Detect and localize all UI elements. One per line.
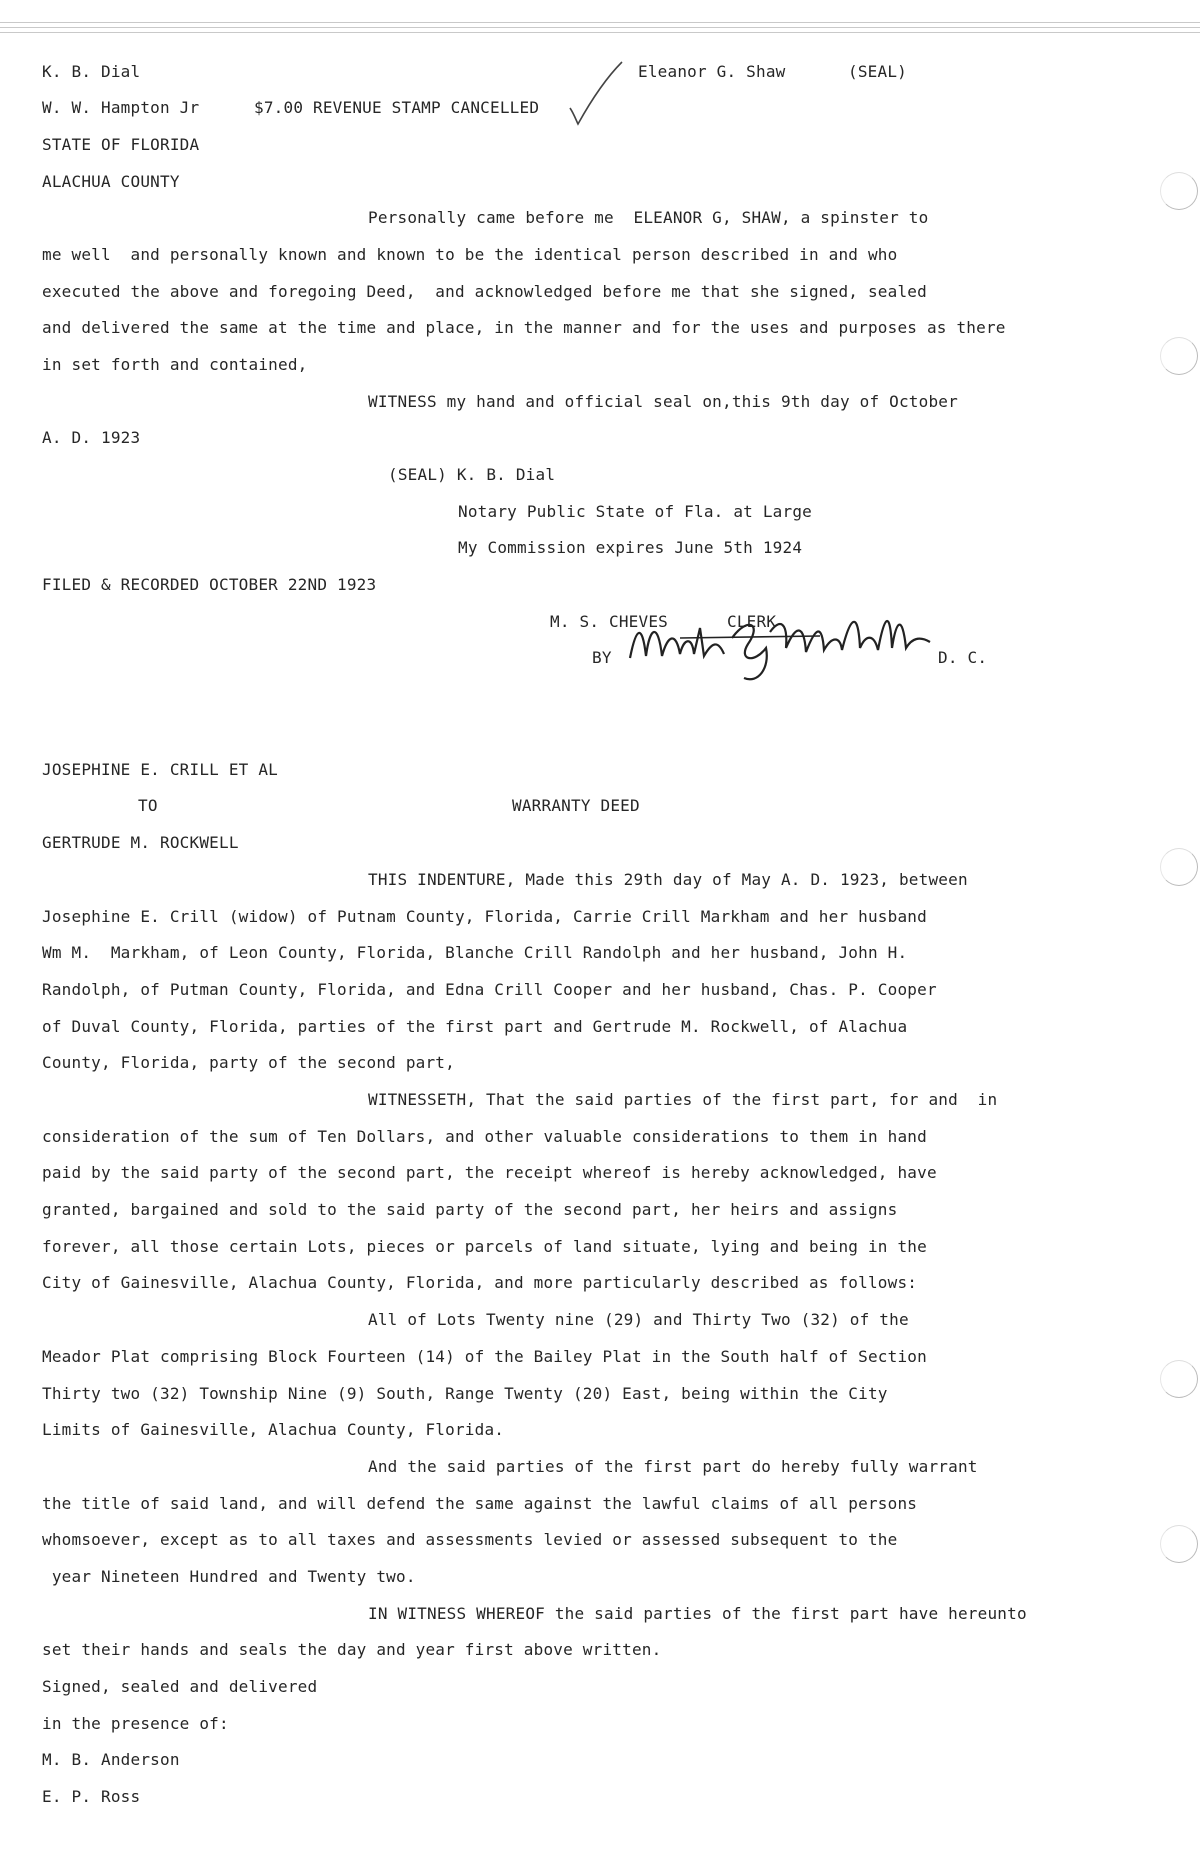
deed-line-17: And the said parties of the first part do hereby fully warrant bbox=[368, 1457, 978, 1476]
ack-line-6: WITNESS my hand and official seal on,this 9th day of October bbox=[368, 392, 958, 411]
deed-line-10: granted, bargained and sold to the said party of the second part, her heirs and assigns bbox=[42, 1200, 898, 1219]
witness-hampton: W. W. Hampton Jr bbox=[42, 98, 200, 117]
deed-line-6: County, Florida, party of the second part, bbox=[42, 1053, 455, 1072]
deed-title: WARRANTY DEED bbox=[512, 796, 640, 815]
punch-hole-1 bbox=[1160, 172, 1198, 210]
by-label: BY bbox=[592, 648, 612, 667]
deed-line-14: Meador Plat comprising Block Fourteen (14) of the Bailey Plat in the South half of Section bbox=[42, 1347, 927, 1366]
ack-line-5: in set forth and contained, bbox=[42, 355, 308, 374]
notary-seal-line: (SEAL) K. B. Dial bbox=[388, 465, 556, 484]
deed-line-16: Limits of Gainesville, Alachua County, Florida. bbox=[42, 1420, 505, 1439]
notary-title: Notary Public State of Fla. at Large bbox=[458, 502, 812, 521]
top-ruled-edge bbox=[0, 22, 1200, 44]
witness-kb-dial: K. B. Dial bbox=[42, 62, 141, 81]
ack-line-4: and delivered the same at the time and place, in the manner and for the uses and purposes as there bbox=[42, 318, 1006, 337]
deed-line-5: of Duval County, Florida, parties of the first part and Gertrude M. Rockwell, of Alachua bbox=[42, 1017, 908, 1036]
deed-line-13: All of Lots Twenty nine (29) and Thirty Two (32) of the bbox=[368, 1310, 909, 1329]
clerk-name: M. S. CHEVES CLERK bbox=[550, 612, 777, 631]
deed-line-1: THIS INDENTURE, Made this 29th day of May A. D. 1923, between bbox=[368, 870, 968, 889]
deed-line-19: whomsoever, except as to all taxes and assessments levied or assessed subsequent to the bbox=[42, 1530, 898, 1549]
handwritten-signature bbox=[620, 598, 940, 688]
deed-line-25: M. B. Anderson bbox=[42, 1750, 180, 1769]
deed-line-3: Wm M. Markham, of Leon County, Florida, Blanche Crill Randolph and her husband, John H. bbox=[42, 943, 908, 962]
filed-recorded: FILED & RECORDED OCTOBER 22ND 1923 bbox=[42, 575, 377, 594]
ack-line-3: executed the above and foregoing Deed, and acknowledged before me that she signed, sealed bbox=[42, 282, 927, 301]
checkmark-icon bbox=[566, 58, 626, 128]
punch-hole-4 bbox=[1160, 1360, 1198, 1398]
punch-hole-5 bbox=[1160, 1525, 1198, 1563]
ack-line-1: Personally came before me ELEANOR G, SHAW, a spinster to bbox=[368, 208, 929, 227]
deed-line-11: forever, all those certain Lots, pieces or parcels of land situate, lying and being in the bbox=[42, 1237, 927, 1256]
to-label: TO bbox=[138, 796, 158, 815]
punch-hole-3 bbox=[1160, 848, 1198, 886]
notary-commission: My Commission expires June 5th 1924 bbox=[458, 538, 803, 557]
deed-line-7: WITNESSETH, That the said parties of the first part, for and in bbox=[368, 1090, 998, 1109]
deed-line-24: in the presence of: bbox=[42, 1714, 229, 1733]
deed-line-4: Randolph, of Putman County, Florida, and Edna Crill Cooper and her husband, Chas. P. Cooper bbox=[42, 980, 937, 999]
grantor-heading: JOSEPHINE E. CRILL ET AL bbox=[42, 760, 278, 779]
seal-label: (SEAL) bbox=[848, 62, 907, 81]
grantee-heading: GERTRUDE M. ROCKWELL bbox=[42, 833, 239, 852]
deed-line-15: Thirty two (32) Township Nine (9) South, Range Twenty (20) East, being within the City bbox=[42, 1384, 888, 1403]
deed-line-12: City of Gainesville, Alachua County, Florida, and more particularly described as follows: bbox=[42, 1273, 918, 1292]
revenue-stamp-note: $7.00 REVENUE STAMP CANCELLED bbox=[254, 98, 540, 117]
county-heading: ALACHUA COUNTY bbox=[42, 172, 180, 191]
deed-line-2: Josephine E. Crill (widow) of Putnam County, Florida, Carrie Crill Markham and her husband bbox=[42, 907, 927, 926]
ack-line-2: me well and personally known and known to be the identical person described in and who bbox=[42, 245, 898, 264]
deed-line-18: the title of said land, and will defend the same against the lawful claims of all persons bbox=[42, 1494, 918, 1513]
deed-line-23: Signed, sealed and delivered bbox=[42, 1677, 318, 1696]
deed-line-8: consideration of the sum of Ten Dollars, and other valuable considerations to them in hand bbox=[42, 1127, 927, 1146]
ack-line-7: A. D. 1923 bbox=[42, 428, 141, 447]
deed-line-22: set their hands and seals the day and year first above written. bbox=[42, 1640, 662, 1659]
deed-line-21: IN WITNESS WHEREOF the said parties of the first part have hereunto bbox=[368, 1604, 1027, 1623]
deed-line-26: E. P. Ross bbox=[42, 1787, 141, 1806]
deed-line-20: year Nineteen Hundred and Twenty two. bbox=[42, 1567, 416, 1586]
state-heading: STATE OF FLORIDA bbox=[42, 135, 200, 154]
punch-hole-2 bbox=[1160, 337, 1198, 375]
deed-line-9: paid by the said party of the second part, the receipt whereof is hereby acknowledged, have bbox=[42, 1163, 937, 1182]
deputy-clerk-suffix: D. C. bbox=[938, 648, 988, 667]
grantor-eleanor-shaw: Eleanor G. Shaw bbox=[638, 62, 786, 81]
